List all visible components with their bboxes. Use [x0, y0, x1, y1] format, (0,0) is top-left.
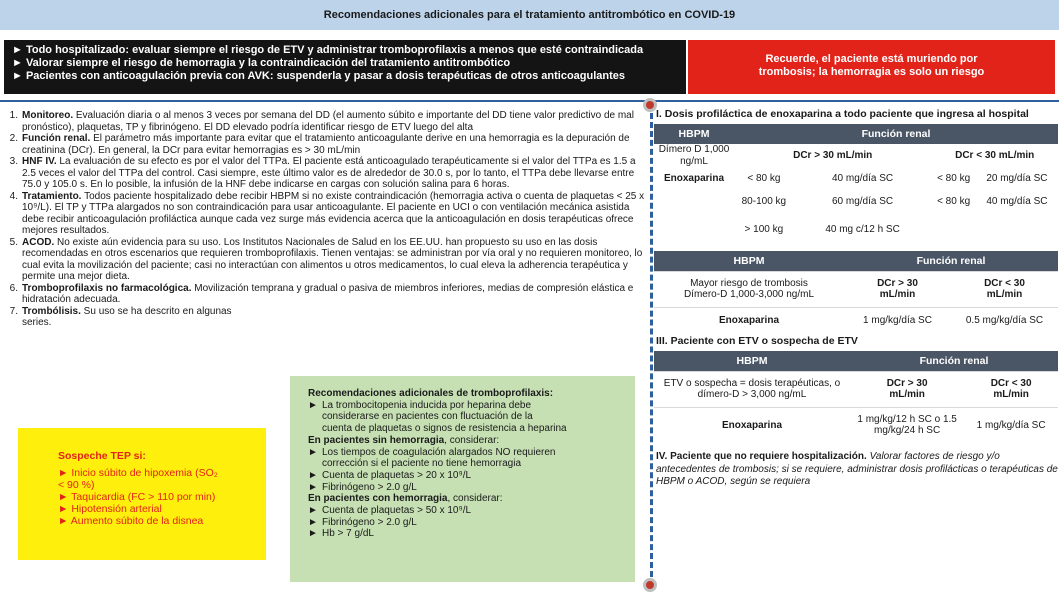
key-recommendations-box: [4, 40, 686, 94]
bullet: ► Cuenta de plaquetas > 50 x 10⁹/L: [308, 505, 472, 517]
alert-line: ► Todo hospitalizado: evaluar siempre el riesgo de ETV y administrar tromboprofilaxis a menos que esté contraindicada: [12, 44, 644, 56]
bullet: ► La trombocitopenia inducida por heparina debe: [308, 399, 532, 411]
list-item: 6. Tromboprofilaxis no farmacológica. Movilización temprana y gradual o pasiva de miembros inferiores, medias de compresión elástica e hidratación adecuada.: [9, 282, 634, 305]
list-item: 4. Tratamiento. Todos paciente hospitalizado debe recibir HBPM si no existe contraindicación (hemorragia activa o cuenta de plaquetas < 25 x 10⁹/L). El TP y TTPa alargados no son contraindicación para usar anticoagulante. El paciente en UCI o con ventilación mecánica asistida debe recibir anticoagulación profiláctica aunque cada vez surge más evidencia acerca que la anticoagulación en dosis terapéuticas ofrece mejores resultados.: [9, 190, 645, 236]
bullet: ► Fibrinógeno > 2.0 g/L: [308, 516, 417, 528]
list-item: 5. ACOD. No existe aún evidencia para su uso. Los Institutos Nacionales de Salud en los EE.UU. han propuesto su uso en las dosis recomendadas en otros escenarios que requieren tromboprofilaxis. Tienen ventajas: se administran por vía oral y no requieren monitoreo, lo cual evita la movilización del paciente; casi no interactúan con alimentos u otros medicamentos, lo cual eleva la adherencia terapéutica y permite una mejor dieta.: [9, 236, 643, 282]
outpatient-note: IV. Paciente que no requiere hospitalización. Valorar factores de riesgo y/o antecedentes de trombosis; si se requiere, administrar dosis profilácticas o terapéuticas de HBPM o ACOD, según se requiera: [656, 451, 1058, 487]
bullet: ► Aumento súbito de la disnea: [58, 515, 204, 527]
page-title: Recomendaciones adicionales para el tratamiento antitrombótico en COVID-19: [0, 0, 1059, 30]
section-title: I. Dosis profiláctica de enoxaparina a todo paciente que ingresa al hospital: [656, 108, 1029, 120]
recommendation-list: [6, 110, 646, 329]
bullet: ► Hb > 7 g/dL: [308, 528, 374, 540]
list-item: 3. HNF IV. La evaluación de su efecto es por el valor del TTPa. El paciente está anticoagulado terapéuticamente si el valor del TTPa es 1.5 a 2.5 veces el valor del TTPa del control. Casi siempre, este último valor es de alrededor de 30.0 s, por lo tanto, el TTPa debe llevarse entre 75.0 y 105.0 s. En lo posible, la infusión de la HNF debe indicarse en cargas con solución salina para 6 horas.: [9, 156, 636, 190]
high-risk-dose-table: HBPM Función renal Mayor riesgo de trombosis Dímero-D 1,000-3,000 ng/mL DCr > 30 mL/min DCr < 30 mL/min Enoxaparina 1 mg/kg/día SC 0.5 mg/kg/día SC: [654, 251, 1058, 333]
alert-line: ► Pacientes con anticoagulación previa con AVK: suspenderla y pasar a dosis terapéuticas de otros anticoagulantes: [12, 70, 626, 82]
bullet: ► Taquicardia (FC > 110 por min): [58, 491, 216, 503]
subheading: En pacientes con hemorragia, considerar:: [308, 493, 503, 505]
divider: [0, 100, 1059, 102]
alert-line: ► Valorar siempre el riesgo de hemorragia y la contraindicación del tratamiento antitrombótico: [12, 57, 511, 69]
suspect-pe-box: Sospeche TEP si: ► Inicio súbito de hipoxemia (SO₂ < 90 %) ► Taquicardia (FC > 110 por min) ► Hipotensión arterial ► Aumento súbito de la disnea: [18, 428, 266, 560]
therapeutic-dose-table: HBPM Función renal ETV o sospecha = dosis terapéuticas, o dímero-D > 3,000 ng/mL DCr > 30 mL/min DCr < 30 mL/min Enoxaparina 1 mg/kg/12 h SC o 1.5 mg/kg/24 h SC 1 mg/kg/día SC: [654, 351, 1058, 443]
bullet: ► Hipotensión arterial: [58, 503, 162, 515]
list-item: 2. Función renal. El parámetro más importante para evitar que el tratamiento anticoagulante derive en una hemorragia es la depuración de creatinina (DCr). En general, la DCr para evitar hemorragias es > 30 mL/min: [9, 133, 630, 156]
remember-box: Recuerde, el paciente está muriendo por trombosis; la hemorragia es solo un riesgo: [688, 40, 1055, 94]
section-title: III. Paciente con ETV o sospecha de ETV: [656, 335, 858, 347]
subheading: En pacientes sin hemorragia, considerar:: [308, 434, 500, 446]
dosing-column: [654, 108, 1058, 489]
thromboprophylaxis-box: Recomendaciones adicionales de tromboprofilaxis: ► La trombocitopenia inducida por heparina debe considerarse en pacientes con fluctuación de la cuenta de plaquetas o signos de resistencia a heparina En pacientes sin hemorragia, considerar: ► Los tiempos de coagulación alargados NO requieren corrección si el paciente no tiene hemorragia ► Cuenta de plaquetas > 20 x 10⁹/L ► Fibrinógeno > 2.0 g/L En pacientes con hemorragia, considerar: ► Cuenta de plaquetas > 50 x 10⁹/L ► Fibrinógeno > 2.0 g/L ► Hb > 7 g/dL: [290, 376, 635, 582]
bullet: ► Inicio súbito de hipoxemia (SO₂: [58, 467, 218, 479]
bullet: ► Fibrinógeno > 2.0 g/L: [308, 481, 417, 493]
list-item: 7. Trombólisis. Su uso se ha descrito en algunas series.: [9, 305, 232, 328]
column-divider: [650, 104, 653, 586]
bullet: ► Los tiempos de coagulación alargados NO requieren: [308, 446, 556, 458]
list-item: 1. Monitoreo. Evaluación diaria o al menos 3 veces por semana del DD (el aumento súbito e importante del DD tiene valor predictivo de mal pronóstico), plaquetas, TP y fibrinógeno. El DD elevado podría identificar riesgo de ETV luego del alta: [9, 110, 634, 133]
bullet: ► Cuenta de plaquetas > 20 x 10⁹/L: [308, 469, 472, 481]
divider-dot: [643, 578, 657, 592]
prophylactic-dose-table: HBPM Función renal Dímero D 1,000 ng/mL DCr > 30 mL/min DCr < 30 mL/min Enoxaparina < 80 kg 40 mg/día SC < 80 kg 20 mg/día SC 80-100 kg 60 mg/día SC < 80 kg 40 mg/día SC > 100 kg 40 mg c/12 h SC: [654, 124, 1058, 247]
